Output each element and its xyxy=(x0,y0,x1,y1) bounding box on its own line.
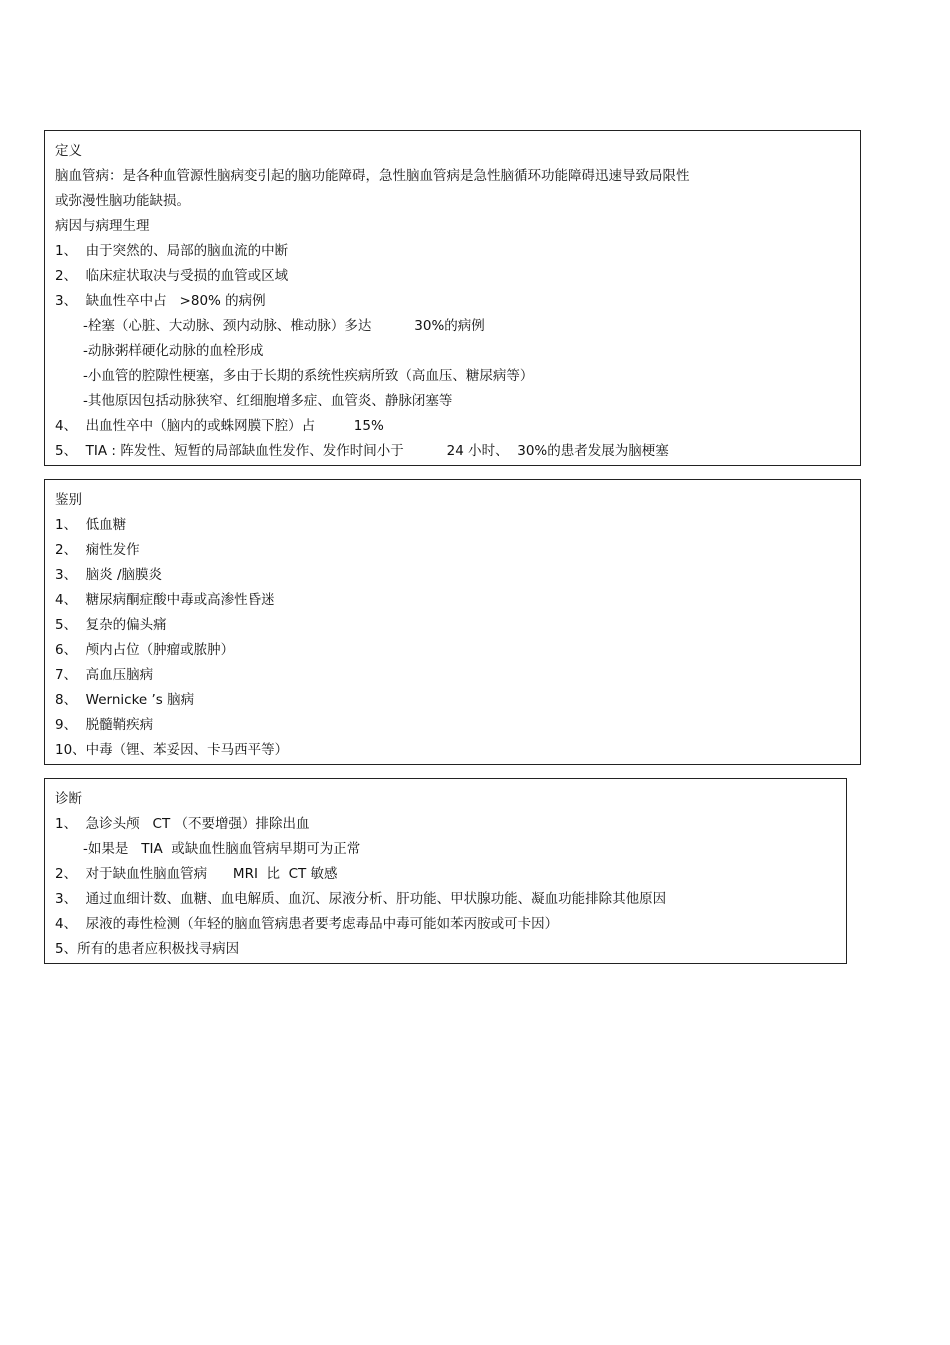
text-line: 1、 由于突然的、局部的脑血流的中断 xyxy=(55,243,289,259)
sub-item: -其他原因包括动脉狭窄、红细胞增多症、血管炎、静脉闭塞等 xyxy=(83,393,453,409)
text-line: 1、 低血糖 xyxy=(55,517,127,533)
text-line: 3、 缺血性卒中占 >80% 的病例 xyxy=(55,293,266,309)
text-line: 10、中毒（锂、苯妥因、卡马西平等） xyxy=(55,742,289,758)
sub-item: -如果是 TIA 或缺血性脑血管病早期可为正常 xyxy=(83,841,361,857)
sub-item: -栓塞（心脏、大动脉、颈内动脉、椎动脉）多达 30%的病例 xyxy=(83,318,485,334)
text-line: 1、 急诊头颅 CT （不要增强）排除出血 xyxy=(55,816,310,832)
definition-section xyxy=(44,130,861,466)
differential-section xyxy=(44,479,861,765)
text-line: 7、 高血压脑病 xyxy=(55,667,154,683)
section-heading: 诊断 xyxy=(55,791,82,807)
text-line: 4、 出血性卒中（脑内的或蛛网膜下腔）占 15% xyxy=(55,418,384,434)
text-line: 4、 糖尿病酮症酸中毒或高渗性昏迷 xyxy=(55,592,275,608)
text-line: 3、 脑炎 /脑膜炎 xyxy=(55,567,163,583)
text-line: 8、 Wernicke ’s 脑病 xyxy=(55,692,195,708)
text-line: 6、 颅内占位（肿瘤或脓肿） xyxy=(55,642,235,658)
text-line: 4、 尿液的毒性检测（年轻的脑血管病患者要考虑毒品中毒可能如苯丙胺或可卡因） xyxy=(55,916,559,932)
text-line: 病因与病理生理 xyxy=(55,218,150,234)
text-line: 5、 复杂的偏头痛 xyxy=(55,617,167,633)
text-line: 2、 对于缺血性脑血管病 MRI 比 CT 敏感 xyxy=(55,866,338,882)
text-line: 3、 通过血细计数、血糖、血电解质、血沉、尿液分析、肝功能、甲状腺功能、凝血功能排除其他原因 xyxy=(55,891,667,907)
section-heading: 定义 xyxy=(55,143,82,159)
diagnosis-section xyxy=(44,778,847,964)
text-line: 5、所有的患者应积极找寻病因 xyxy=(55,941,240,957)
text-line: 5、 TIA : 阵发性、短暂的局部缺血性发作、发作时间小于 24 小时、 30%的患者发展为脑梗塞 xyxy=(55,443,669,459)
text-line: 2、 痫性发作 xyxy=(55,542,140,558)
sub-item: -动脉粥样硬化动脉的血栓形成 xyxy=(83,343,264,359)
sub-item: -小血管的腔隙性梗塞，多由于长期的系统性疾病所致（高血压、糖尿病等） xyxy=(83,368,534,384)
section-heading: 鉴别 xyxy=(55,492,82,508)
text-line: 脑血管病：是各种血管源性脑病变引起的脑功能障碍，急性脑血管病是急性脑循环功能障碍迅速导致局限性 xyxy=(55,168,690,184)
text-line: 2、 临床症状取决与受损的血管或区域 xyxy=(55,268,289,284)
text-line: 9、 脱髓鞘疾病 xyxy=(55,717,154,733)
text-line: 或弥漫性脑功能缺损。 xyxy=(55,193,190,209)
